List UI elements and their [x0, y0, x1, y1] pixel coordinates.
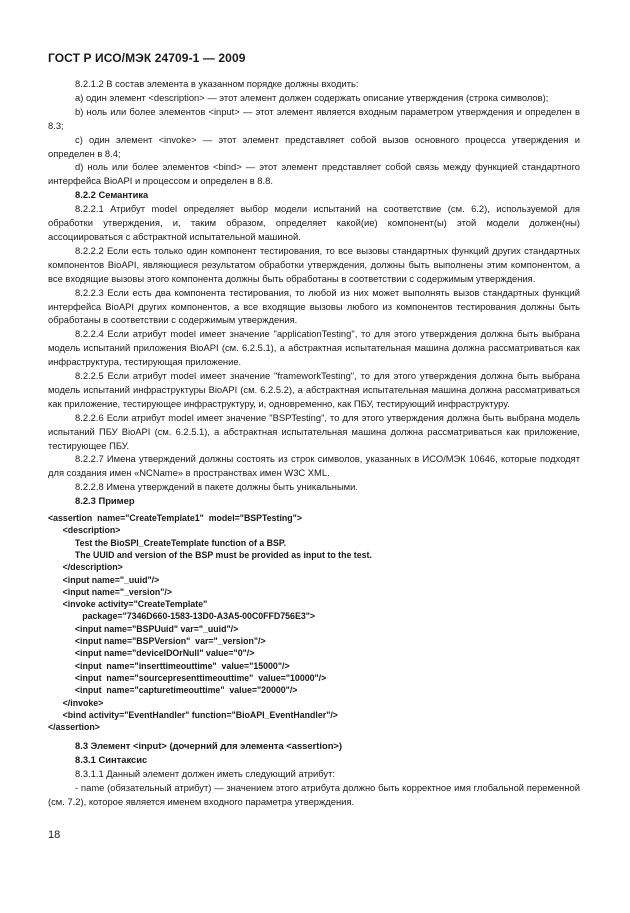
code-line: </assertion> [48, 722, 100, 733]
body-paragraph: а) один элемент <description> — этот элемент должен содержать описание утверждения (строка символов); [75, 91, 549, 103]
body-paragraph: 8.2.2.6 Если атрибут model имеет значение "BSPTesting", то для этого утверждения должна быть выбрана модель испытаний ПБУ BioAPI (см. 6.2.5.1), а абстрактная испытательная машина должна рассматриваться как приложение, тестирующее ПБУ. [48, 411, 580, 451]
code-line: <input name="deviceIDOrNull" value="0"/> [48, 648, 255, 659]
code-line: <invoke activity="CreateTemplate" [48, 599, 208, 610]
body-paragraph: 8.2.2.7 Имена утверждений должны состоять из строк символов, указанных в ИСО/МЭК 10646, которые подходят для создания имен «NCName» в пространствах имен W3C XML. [48, 453, 580, 479]
body-paragraph: 8.2.3 Пример [75, 495, 135, 507]
body-paragraph: 8.2.2.8 Имена утверждений в пакете должны быть уникальными. [75, 481, 358, 493]
code-line: <input name="capturetimeouttime" value="20000"/> [48, 685, 298, 696]
xml-example [48, 512, 580, 733]
code-line: The UUID and version of the BSP must be provided as input to the test. [48, 549, 372, 560]
body-paragraph: 8.2.2.1 Атрибут model определяет выбор модели испытаний на соответствие (см. 6.2), используемой для обработки утверждения, и, таким образом, определяет какой(ие) компонент(ы) этой модели должен(ны) ассоциироваться с абстрактной испытательной машиной. [48, 203, 580, 242]
body-paragraph: 8.2.2.3 Если есть два компонента тестирования, то любой из них может выполнять вызов стандартных функций интерфейса BioAPI других компонентов, а все входящие вызовы любого из компонентов тестирования должны быть обработаны в соответствии с содержимым утверждения. [48, 286, 580, 326]
body-paragraph: 8.2.2.4 Если атрибут model имеет значение "applicationTesting", то для этого утверждения должна быть выбрана модель испытаний приложения BioAPI (см. 6.2.5.1), а абстрактная испытательная машина должна рассматриваться как инфраструктура, тестирующая приложение. [48, 328, 580, 368]
body-paragraph: - name (обязательный атрибут) — значением этого атрибута должно быть корректное имя глобальной переменной (см. 7.2), которое является именем входного параметра утверждения. [48, 782, 580, 808]
code-line: <assertion name="CreateTemplate1" model="BSPTesting"> [48, 513, 302, 524]
body-paragraph: 8.2.2.5 Если атрибут model имеет значение "frameworkTesting", то для этого утверждения должна быть выбрана модель испытаний инфраструктуры BioAPI (см. 6.2.5.2), а абстрактная испытательная машина должна рассматриваться как приложение, тестирующее инфраструктуру, и, одновременно, как ПБУ, тестирующий инфраструктуру. [48, 370, 580, 409]
code-line: </description> [48, 562, 123, 573]
body-paragraph: d) ноль или более элементов <bind> — этот элемент представляет собой связь между функцией стандартного интерфейса BioAPI и процессом и определен в 8.8. [48, 161, 580, 187]
body-paragraph: 8.3.1.1 Данный элемент должен иметь следующий атрибут: [75, 768, 335, 780]
body-paragraph: 8.3 Элемент <input> (дочерний для элемента <assertion>) [75, 740, 343, 752]
code-line: <input name="_version"/> [48, 586, 172, 597]
code-line: Test the BioSPI_CreateTemplate function of a BSP. [48, 537, 287, 548]
code-line: package="7346D660-1583-13D0-A3A5-00C0FFD756E3"> [48, 611, 316, 622]
code-line: <bind activity="EventHandler" function="BioAPI_EventHandler"/> [48, 709, 338, 720]
code-line: <input name="sourcepresenttimeouttime" value="10000"/> [48, 672, 327, 683]
code-line: <description> [48, 525, 121, 536]
body-paragraph: 8.2.2 Семантика [75, 189, 149, 201]
code-line: <input name="BSPVersion" var="_version"/> [48, 636, 266, 647]
section-8-3-text [48, 739, 580, 809]
body-paragraph: 8.3.1 Синтаксис [75, 754, 148, 766]
body-paragraph: 8.2.2.2 Если есть только один компонент тестирования, то все вызовы стандартных функций других стандартных компонентов BioAPI, являющиеся результатом обработки утверждения, должны быть выполнены этим компонентом, а все входящие вызовы этого компонента должны быть обработаны в соответствии с содержимым утверждения. [48, 244, 580, 284]
body-paragraph: 8.2.1.2 В состав элемента в указанном порядке должны входить: [75, 78, 359, 89]
code-line: <input name="inserttimeouttime" value="15000"/> [48, 660, 290, 671]
page-header: ГОСТ Р ИСО/МЭК 24709-1 — 2009 [48, 51, 246, 65]
code-line: </invoke> [48, 697, 104, 708]
document-body [48, 77, 580, 809]
code-line: <input name="BSPUuid" var="_uuid"/> [48, 623, 239, 634]
code-line: <input name="_uuid"/> [48, 574, 160, 585]
body-paragraph: b) ноль или более элементов <input> — этот элемент является входным параметром утверждения и определен в 8.3; [48, 105, 580, 131]
section-8-2-text [48, 77, 580, 508]
body-paragraph: с) один элемент <invoke> — этот элемент представляет собой вызов основного процесса утверждения и определен в 8.4; [48, 133, 580, 159]
page-number: 18 [48, 829, 61, 841]
